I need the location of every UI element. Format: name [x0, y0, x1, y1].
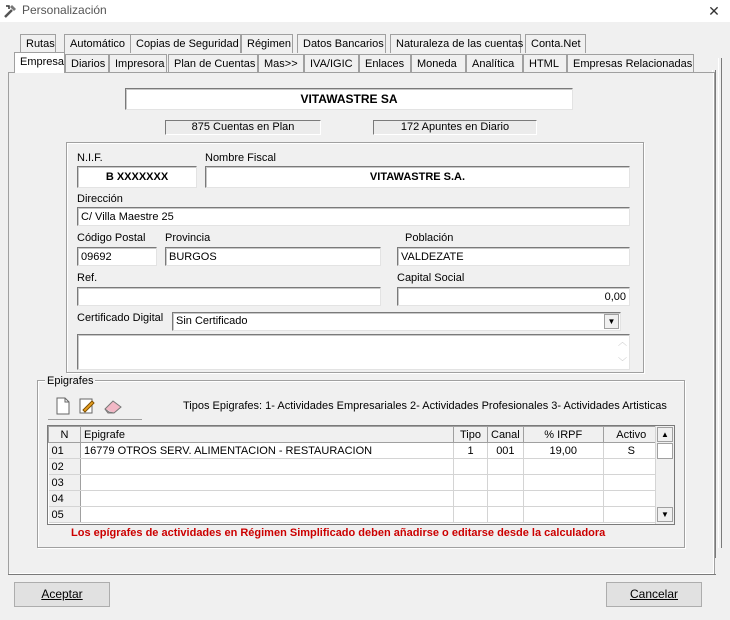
- canal-cell[interactable]: 001: [488, 443, 524, 459]
- canal-cell[interactable]: [488, 459, 524, 475]
- column-header-canal[interactable]: Canal: [488, 427, 524, 443]
- close-icon[interactable]: ✕: [708, 3, 720, 19]
- activo-cell[interactable]: [603, 491, 659, 507]
- irpf-cell[interactable]: 19,00: [523, 443, 603, 459]
- town-label: Población: [405, 232, 454, 244]
- nif-label: N.I.F.: [77, 152, 103, 164]
- epigrafe-cell[interactable]: [81, 491, 454, 507]
- scroll-up-icon[interactable]: ▲: [657, 427, 673, 442]
- tab-4[interactable]: Mas>>: [258, 54, 304, 73]
- tab-2[interactable]: Impresora: [109, 54, 167, 73]
- tab-3[interactable]: Plan de Cuentas: [168, 54, 258, 73]
- table-row[interactable]: [49, 459, 660, 475]
- tab-top-0[interactable]: Rutas: [20, 34, 56, 53]
- row-number-cell[interactable]: 01: [49, 443, 81, 459]
- tab-7[interactable]: Moneda: [411, 54, 466, 73]
- tab-top-3[interactable]: Régimen: [241, 34, 293, 53]
- certificate-select-value: Sin Certificado: [176, 315, 248, 327]
- town-field[interactable]: VALDEZATE: [397, 247, 630, 266]
- scroll-thumb[interactable]: [657, 443, 673, 459]
- app-tools-icon: [3, 3, 19, 19]
- address-label: Dirección: [77, 193, 123, 205]
- new-document-icon[interactable]: [54, 397, 72, 415]
- tab-top-4[interactable]: Datos Bancarios: [297, 34, 386, 53]
- epigrafes-table: [47, 425, 675, 525]
- accept-button-label: Aceptar: [41, 587, 83, 601]
- eraser-icon[interactable]: [102, 397, 124, 415]
- tab-top-5[interactable]: Naturaleza de las cuentas: [390, 34, 521, 53]
- edit-icon[interactable]: [78, 397, 96, 415]
- activo-cell[interactable]: [603, 475, 659, 491]
- tab-6[interactable]: Enlaces: [359, 54, 411, 73]
- tab-8[interactable]: Analítica: [466, 54, 523, 73]
- cancel-button[interactable]: [606, 582, 702, 607]
- irpf-cell[interactable]: [523, 459, 603, 475]
- toolbar-divider: [48, 419, 142, 420]
- tab-0[interactable]: Empresa: [14, 52, 65, 73]
- activo-cell[interactable]: [603, 507, 659, 523]
- tab-page-shadow: [718, 58, 722, 548]
- epigrafe-cell[interactable]: [81, 459, 454, 475]
- column-header-epigrafe[interactable]: Epigrafe: [81, 427, 454, 443]
- province-field[interactable]: BURGOS: [165, 247, 381, 266]
- column-header-tipo[interactable]: Tipo: [454, 427, 488, 443]
- column-header-irpf[interactable]: % IRPF: [523, 427, 603, 443]
- tipo-cell[interactable]: [454, 491, 488, 507]
- tab-top-2[interactable]: Copias de Seguridad: [130, 34, 241, 53]
- tab-5[interactable]: IVA/IGIC: [304, 54, 359, 73]
- canal-cell[interactable]: [488, 475, 524, 491]
- activo-cell[interactable]: S: [603, 443, 659, 459]
- epigrafe-cell[interactable]: 16779 OTROS SERV. ALIMENTACION - RESTAURACION: [81, 443, 454, 459]
- tab-top-1[interactable]: Automático: [64, 34, 131, 53]
- tab-top-6[interactable]: Conta.Net: [525, 34, 586, 53]
- scroll-down-icon[interactable]: ▼: [657, 507, 673, 522]
- fiscal-name-field[interactable]: VITAWASTRE S.A.: [205, 166, 630, 188]
- accept-button[interactable]: [14, 582, 110, 607]
- nif-field[interactable]: B XXXXXXX: [77, 166, 197, 188]
- column-header-n[interactable]: N: [49, 427, 81, 443]
- table-row[interactable]: [49, 443, 660, 459]
- irpf-cell[interactable]: [523, 491, 603, 507]
- window-title: Personalización: [22, 3, 107, 17]
- province-label: Provincia: [165, 232, 211, 244]
- accounts-in-plan-info: 875 Cuentas en Plan: [165, 120, 321, 135]
- tab-1[interactable]: Diarios: [65, 54, 109, 73]
- title-bar: [0, 0, 730, 22]
- certificate-select[interactable]: [172, 312, 621, 331]
- tipo-cell[interactable]: [454, 459, 488, 475]
- row-number-cell[interactable]: 02: [49, 459, 81, 475]
- tipo-cell[interactable]: [454, 507, 488, 523]
- row-number-cell[interactable]: 05: [49, 507, 81, 523]
- ref-label: Ref.: [77, 272, 98, 284]
- epigrafe-cell[interactable]: [81, 475, 454, 491]
- epigrafe-cell[interactable]: [81, 507, 454, 523]
- canal-cell[interactable]: [488, 507, 524, 523]
- panel-bottom-edge: [8, 574, 716, 576]
- irpf-cell[interactable]: [523, 507, 603, 523]
- activo-cell[interactable]: [603, 459, 659, 475]
- table-row[interactable]: [49, 475, 660, 491]
- table-scrollbar[interactable]: [655, 426, 674, 524]
- tipo-cell[interactable]: 1: [454, 443, 488, 459]
- row-number-cell[interactable]: 03: [49, 475, 81, 491]
- company-name-field[interactable]: VITAWASTRE SA: [125, 88, 573, 110]
- tipo-cell[interactable]: [454, 475, 488, 491]
- certificate-detail-box[interactable]: [77, 334, 630, 370]
- table-row[interactable]: [49, 507, 660, 523]
- table-row[interactable]: [49, 491, 660, 507]
- tab-10[interactable]: Empresas Relacionadas: [567, 54, 694, 73]
- row-number-cell[interactable]: 04: [49, 491, 81, 507]
- chevron-down-icon[interactable]: ▼: [604, 314, 619, 329]
- scroll-arrows-icon: ︿ ﹀: [617, 337, 627, 367]
- certificate-label: Certificado Digital: [77, 312, 164, 324]
- canal-cell[interactable]: [488, 491, 524, 507]
- column-header-activo[interactable]: Activo: [603, 427, 659, 443]
- address-field[interactable]: C/ Villa Maestre 25: [77, 207, 630, 226]
- capital-field[interactable]: 0,00: [397, 287, 630, 306]
- irpf-cell[interactable]: [523, 475, 603, 491]
- simplified-regime-warning: Los epígrafes de actividades en Régimen Simplificado deben añadirse o editarse desde la calculadora: [71, 527, 606, 539]
- capital-label: Capital Social: [397, 272, 465, 284]
- epigrafe-types-text: Tipos Epigrafes: 1- Actividades Empresariales 2- Actividades Profesionales 3- Actividades Artisticas: [183, 400, 667, 412]
- postal-code-label: Código Postal: [77, 232, 146, 244]
- fiscal-name-label: Nombre Fiscal: [205, 152, 276, 164]
- epigrafes-group-label: Epigrafes: [47, 375, 94, 387]
- postal-code-field[interactable]: 09692: [77, 247, 157, 266]
- ref-field[interactable]: [77, 287, 381, 306]
- tab-9[interactable]: HTML: [523, 54, 567, 73]
- cancel-button-label: Cancelar: [629, 587, 679, 601]
- entries-in-journal-info: 172 Apuntes en Diario: [373, 120, 537, 135]
